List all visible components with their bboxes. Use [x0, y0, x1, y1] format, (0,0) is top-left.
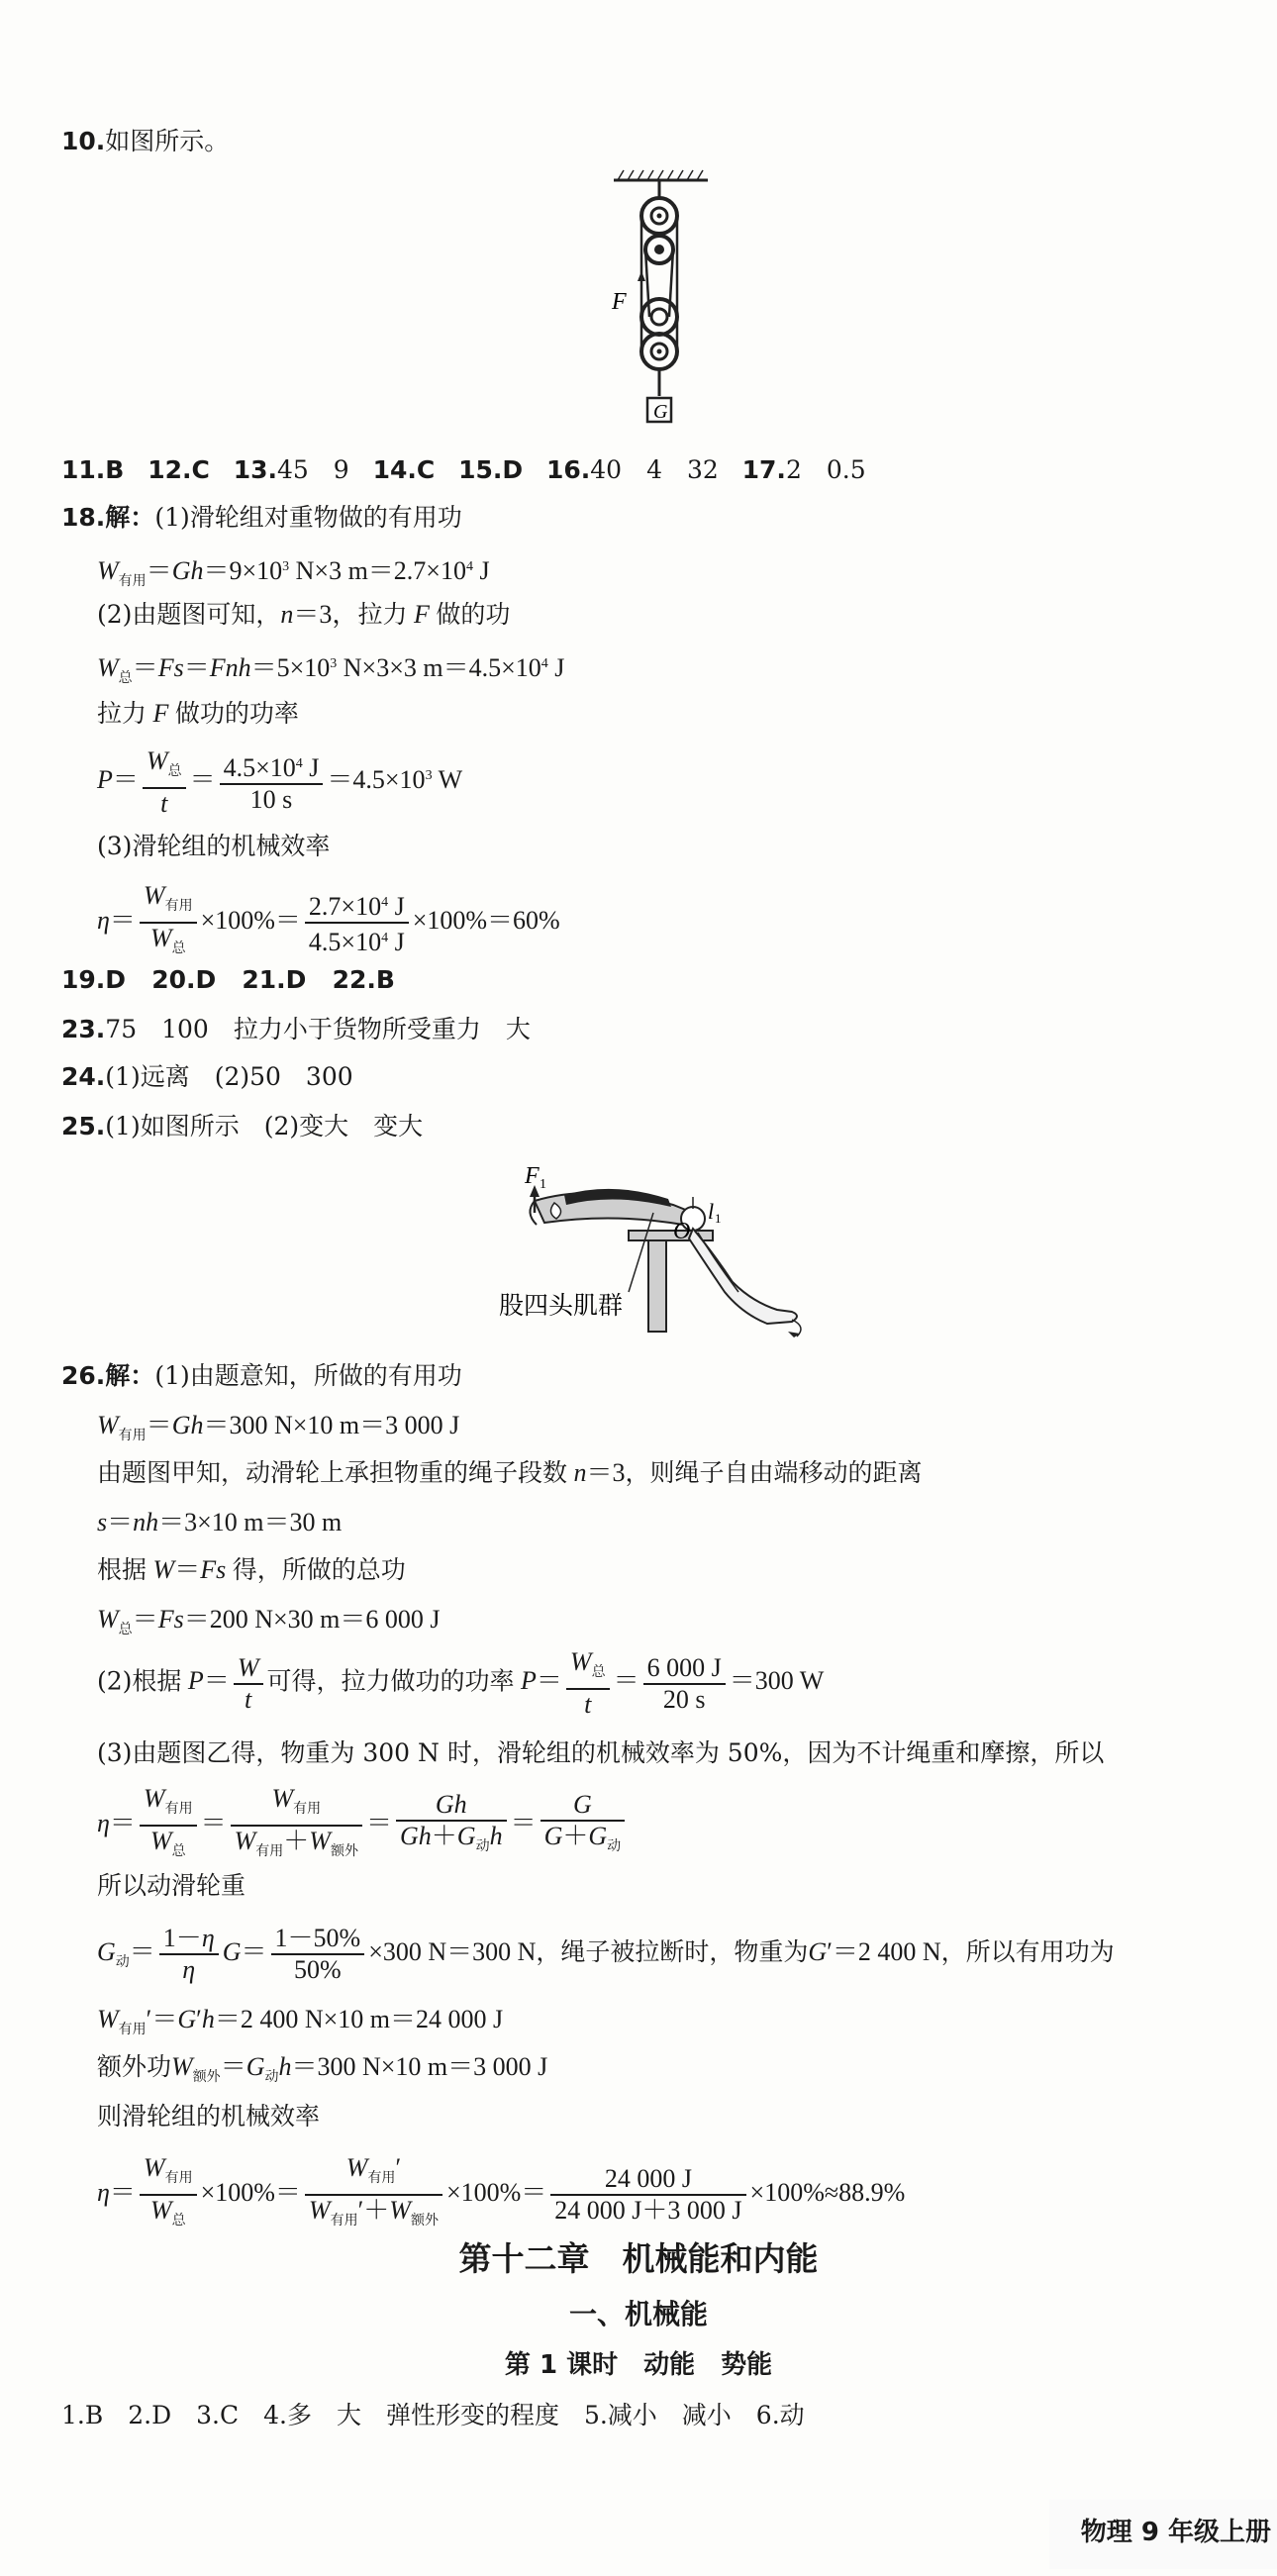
q23-number: 23.	[61, 1015, 106, 1043]
answer-number: 17.	[741, 455, 786, 484]
q23-answer: 75 100 拉力小于货物所受重力 大	[105, 1015, 531, 1043]
section-title: 一、机械能	[568, 2298, 708, 2330]
q26-step1: (1)由题意知，所做的有用功	[154, 1361, 462, 1390]
q26-line-3: 根据 W＝Fs 得，所做的总功	[97, 1555, 406, 1584]
q25-number: 25.	[61, 1112, 106, 1140]
answer-number: 12.	[147, 455, 192, 484]
answer-value: D	[285, 965, 307, 994]
pulley-force-label: F	[612, 289, 627, 315]
q18-step4: (3)滑轮组的机械效率	[97, 832, 331, 860]
answers-19-22	[61, 965, 395, 995]
leg-force-label: F	[525, 1163, 540, 1189]
answers-11-17	[61, 455, 866, 485]
answer-number: 22.	[332, 965, 376, 994]
q26-step8: 额外功	[97, 2052, 172, 2081]
q18-formula-useful-work: $W_{有用}=Gh=9\times 10^3$ N×3 $m=2.7\times 10^4$ J	[97, 556, 490, 589]
leg-force-subscript: 1	[540, 1177, 546, 1192]
q18-formula-power: P＝ $\frac{W_总}{t}$ ＝ $\frac{4.5\times 10^4 J}{10 s}$ $=4.5\times 10^3$ W	[97, 745, 463, 818]
answer-number: 15.	[458, 455, 503, 484]
q18-formula-efficiency: η＝ $\frac{W_{有用}}{W_总}$ ×100%＝ $\frac{2.7\times 10^4 J}{4.5\times 10^4 J}$ ×100%＝60%	[97, 881, 560, 956]
q24-answer: (1)远离 (2)50 300	[105, 1062, 353, 1091]
answer-value: C	[191, 455, 210, 484]
q18-step1: (1)滑轮组对重物做的有用功	[154, 503, 462, 532]
q26-step3b: 得，所做的总功	[232, 1555, 406, 1584]
answer-number: 16.	[545, 455, 591, 484]
chapter-title: 第十二章 机械能和内能	[458, 2239, 819, 2278]
q26-step2b: ，则绳子自由端移动的距离	[625, 1458, 923, 1487]
q26-formula-efficiency-final: η＝ $\frac{W_{有用}}{W_总}$ ×100%＝ $\frac{W_{有用}'}{W_{有用}'+W_{额外}}$ ×100%＝ $\frac{24 000 J}{24 000 J+3 000 J}$ ×100%≈88.9%	[97, 2153, 906, 2229]
pulley-figure	[594, 168, 723, 446]
q26-formula-total-work: $W_总=Fs=200$ N×30 m＝6 000 J	[97, 1605, 441, 1637]
q26-line-4: (2)根据 P＝ $\frac{W}{t}$ 可得，拉力做功的功率 P＝ $\frac{W_总}{t}$ ＝ $\frac{6 000 J}{20 s}$ ＝300 W	[97, 1647, 825, 1719]
q23-line	[61, 1015, 531, 1044]
q18-step3: 拉力	[97, 699, 147, 728]
q18-formula-total-work: $W_总=Fs=Fnh=5\times 10^3$ N×3×3 $m=4.5\times 10^4$ J	[97, 653, 565, 686]
answer-value: 40 4 32	[590, 455, 719, 484]
q26-line-5	[97, 1738, 1104, 1768]
q26-line-1	[61, 1361, 462, 1391]
q18-line-4	[97, 832, 330, 861]
footer-label: 物理 9 年级上册	[1080, 2518, 1271, 2547]
q26-step9: 则滑轮组的机械效率	[97, 2102, 321, 2130]
q24-number: 24.	[61, 1062, 106, 1091]
answer-value: D	[105, 965, 127, 994]
q18-step2: (2)由题图可知，	[97, 600, 281, 629]
answer-number: 14.	[372, 455, 417, 484]
q26-line-9	[97, 2102, 320, 2131]
answer-number: 13.	[233, 455, 277, 484]
q10-number: 10.	[61, 127, 106, 155]
lesson-title: 第 1 课时 动能 势能	[504, 2350, 773, 2380]
q18-number: 18.	[61, 503, 106, 532]
leg-arm-label: l	[708, 1199, 715, 1224]
answer-value: D	[502, 455, 524, 484]
q26-line-2: 由题图甲知，动滑轮上承担物重的绳子段数 n＝3，则绳子自由端移动的距离	[97, 1458, 923, 1487]
q18-jie: 解：	[105, 503, 155, 532]
answer-number: 19.	[61, 965, 106, 994]
q18-step2c: 做的功	[436, 600, 511, 629]
q26-formula-pulley-weight: $G_动=$ $\frac{1-\eta}{\eta}$ G＝ $\frac{1-50\%}{50\%}$ ×300 N＝300 N，绳子被拉断时，物重为G′＝2 400 N，所以有用功为	[97, 1924, 1115, 1985]
q26-step4a: (2)根据	[97, 1666, 182, 1696]
leg-figure	[495, 1153, 822, 1341]
q18-line-3: 拉力 F 做功的功率	[97, 699, 299, 728]
answer-value: C	[416, 455, 436, 484]
q18-step3b: 做功的功率	[174, 699, 299, 728]
q26-jie: 解：	[105, 1361, 155, 1390]
leg-pivot-label: O	[673, 1219, 691, 1244]
leg-arm-subscript: 1	[715, 1211, 722, 1226]
q26-number: 26.	[61, 1361, 106, 1390]
answer-value: 2 0.5	[785, 455, 866, 484]
answer-number: 11.	[61, 455, 106, 484]
q18-line-1	[61, 503, 462, 533]
q26-formula-useful-work-2: $W_{有用}'=G'h=2$ 400 N×10 m＝24 000 J	[97, 2005, 504, 2037]
q26-formula-efficiency-general: η＝ $\frac{W_{有用}}{W_总}$ ＝ $\frac{W_{有用}}{W_{有用}+W_{额外}}$ ＝ $\frac{Gh}{Gh+G_动h}$ ＝ $\frac{G}{G+G_动}$	[97, 1784, 629, 1847]
lesson-answers: 1.B 2.D 3.C 4.多 大 弹性形变的程度 5.减小 减小 6.动	[61, 2401, 805, 2429]
q26-step4b: 可得，拉力做功的功率	[266, 1666, 515, 1696]
q26-step7c: ，所以有用功为	[940, 1937, 1115, 1966]
q18-step2b: 拉力	[357, 600, 408, 629]
answer-value: 45 9	[277, 455, 349, 484]
q26-step2: 由题图甲知，动滑轮上承担物重的绳子段数	[97, 1458, 568, 1487]
q26-formula-useful-work: $W_{有用}=Gh=300$ N×10 m＝3 000 J	[97, 1411, 460, 1443]
q25-line	[61, 1112, 423, 1141]
pulley-weight-label: G	[653, 401, 668, 423]
answer-value: B	[105, 455, 125, 484]
answer-number: 21.	[242, 965, 286, 994]
q18-line-2: (2)由题图可知，n＝3，拉力 F 做的功	[97, 600, 511, 629]
q26-line-8: 额外功$W_{额外}=G_动h=300$ N×10 m＝3 000 J	[97, 2052, 548, 2085]
q25-answer: (1)如图所示 (2)变大 变大	[105, 1112, 424, 1140]
q26-formula-distance: s＝nh＝3×10 m＝30 m	[97, 1508, 343, 1536]
q26-step7b: ，绳子被拉断时，物重为	[536, 1937, 809, 1966]
answer-value: D	[195, 965, 217, 994]
q26-step5: (3)由题图乙得，物重为 300 N 时，滑轮组的机械效率为 50%，因为不计绳重和摩擦，所以	[97, 1738, 1105, 1767]
q26-line-6	[97, 1871, 246, 1901]
q10-line	[61, 127, 229, 156]
q24-line	[61, 1062, 353, 1092]
q26-step3: 根据	[97, 1555, 147, 1584]
answer-value: B	[375, 965, 395, 994]
leg-caption: 股四头肌群	[499, 1291, 624, 1320]
q10-text: 如图所示。	[105, 127, 230, 155]
answer-number: 20.	[151, 965, 196, 994]
q26-step6: 所以动滑轮重	[97, 1871, 246, 1900]
